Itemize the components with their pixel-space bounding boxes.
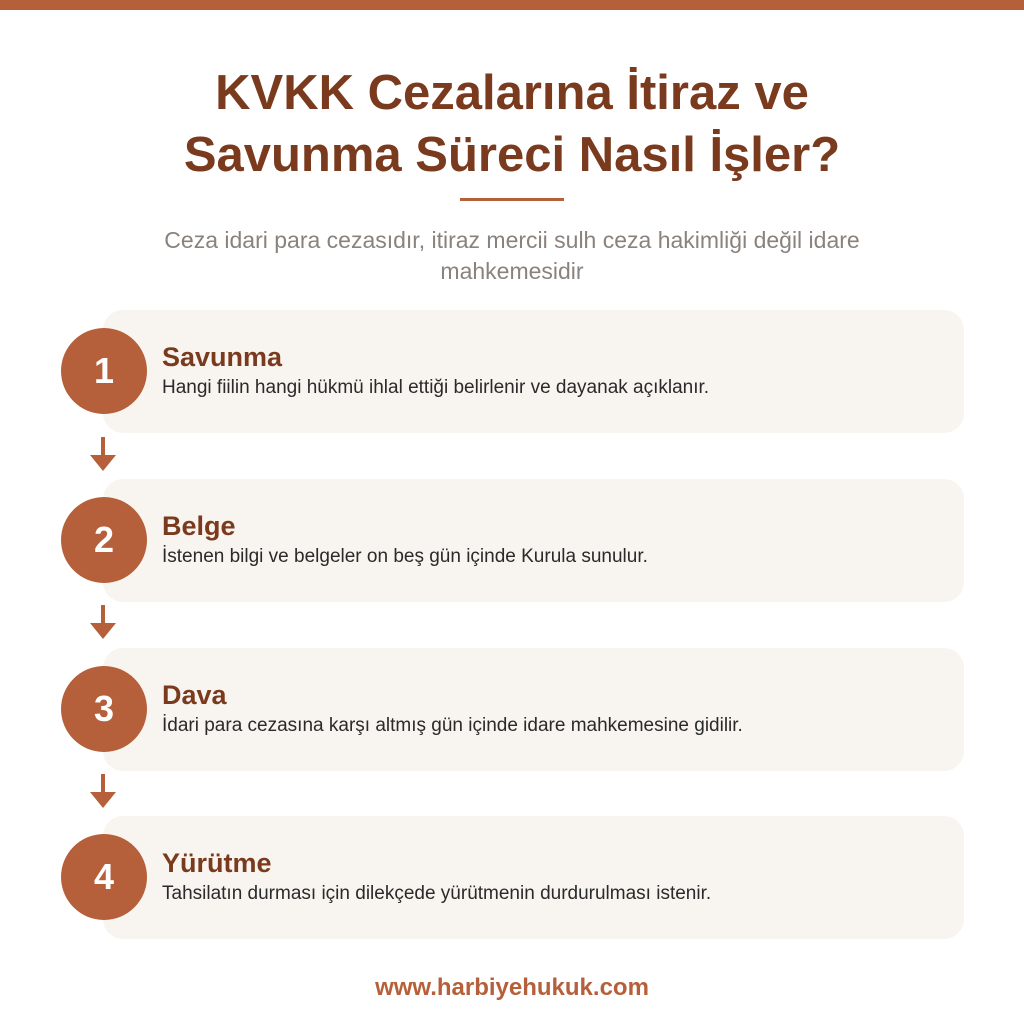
step-card-1: [103, 310, 964, 433]
step-number-badge: 2: [61, 497, 147, 583]
step-description: İstenen bilgi ve belgeler on beş gün içinde Kurula sunulur.: [162, 546, 648, 567]
website-url[interactable]: www.harbiyehukuk.com: [375, 974, 649, 1001]
step-description: İdari para cezasına karşı altmış gün içinde idare mahkemesine gidilir.: [162, 715, 743, 736]
title-line-2: Savunma Süreci Nasıl İşler?: [183, 128, 841, 182]
page-title: [0, 62, 1024, 186]
step-number-badge: 3: [61, 666, 147, 752]
step-card-2: [103, 479, 964, 602]
step-title: Belge: [162, 511, 236, 541]
step-title: Yürütme: [162, 848, 272, 878]
page-subtitle: Ceza idari para cezasıdır, itiraz mercii sulh ceza hakimliği değil idare mahkemesidir: [164, 227, 860, 284]
title-divider: [460, 198, 564, 201]
step-number-badge: 4: [61, 834, 147, 920]
step-title: Dava: [162, 680, 227, 710]
title-line-1: KVKK Cezalarına İtiraz ve: [215, 66, 809, 120]
step-description: Tahsilatın durması için dilekçede yürütmenin durdurulması istenir.: [162, 883, 712, 904]
arrow-down-icon: [90, 605, 116, 641]
step-title: Savunma: [162, 342, 283, 372]
arrow-down-icon: [90, 437, 116, 473]
arrow-down-icon: [90, 774, 116, 810]
top-accent-bar: [0, 0, 1024, 10]
step-card-3: [103, 648, 964, 771]
step-number-badge: 1: [61, 328, 147, 414]
step-description: Hangi fiilin hangi hükmü ihlal ettiği belirlenir ve dayanak açıklanır.: [162, 377, 710, 398]
step-card-4: [103, 816, 964, 939]
